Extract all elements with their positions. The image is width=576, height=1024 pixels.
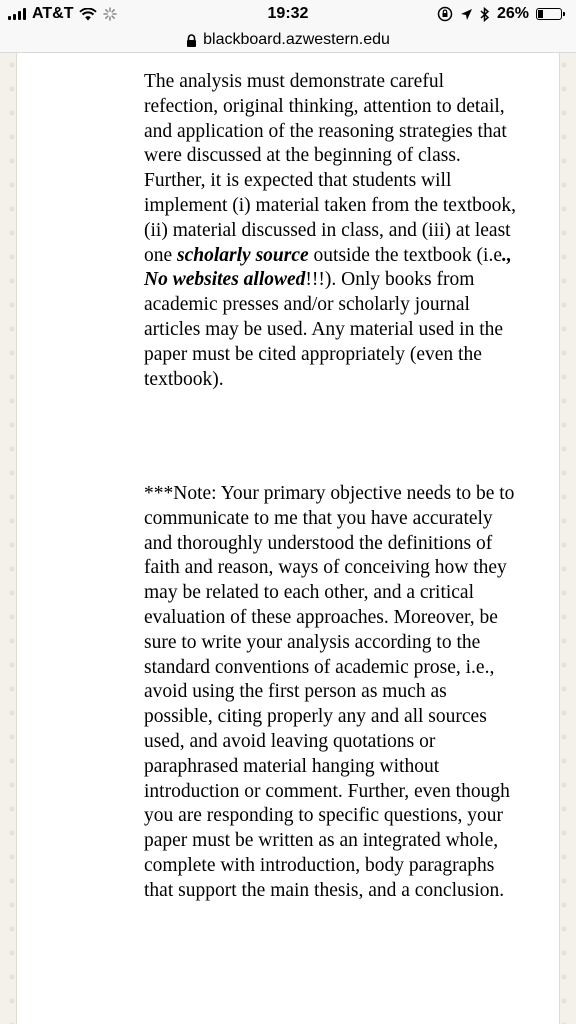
battery-percent: 26% [496, 5, 529, 22]
address-bar[interactable] [0, 28, 576, 53]
assignment-note-paragraph: ***Note: Your primary objective needs to be to communicate to me that you have accurately and thoroughly understood the definitions of faith and reason, ways of conceiving how they may be related to each other, and a critical evaluation of these approaches. Moreover, be sure to write your analysis according to the standard conventions of academic prose, i.e., avoid using the first person as much as possible, citing properly any and all sources used, and avoid leaving quotations or paraphrased material hanging without introduction or comment. Further, even though you are responding to specific questions, your paper must be written as an integrated whole, complete with introduction, body paragraphs that support the main thesis, and a conclusion. [144, 483, 515, 901]
scholarly-source-emphasis: scholarly source [177, 244, 309, 266]
no-websites-emphasis: ., No websites allowed [144, 244, 512, 291]
status-right-group [437, 5, 562, 23]
paragraph-1-text-c: outside the textbook (i.e [308, 244, 502, 266]
url-text: blackboard.azwestern.edu [203, 31, 390, 48]
bluetooth-icon [480, 7, 490, 22]
carrier-label: AT&T [32, 5, 74, 22]
status-bar [0, 0, 576, 28]
lock-icon [186, 34, 197, 47]
assignment-paragraph-1 [144, 70, 516, 392]
paragraph-1-text-a: The analysis must demonstrate careful refection, original thinking, attention to detail, and application of the reasoning strategies that were discussed at the beginning of class. Further, it is expected that students will implement (i) material taken from the textbook, (ii) material discussed in class, and (iii) at least one [144, 71, 517, 266]
battery-level-fill [538, 10, 543, 18]
paragraph-1-text-e: !!!). Only books from academic presses and/or scholarly journal articles may be used. Any material used in the paper must be cited appropriately (even the textbook). [144, 269, 504, 390]
battery-icon [536, 8, 562, 20]
location-arrow-icon [460, 8, 473, 21]
orientation-lock-icon [437, 6, 453, 22]
status-time: 19:32 [267, 5, 309, 22]
